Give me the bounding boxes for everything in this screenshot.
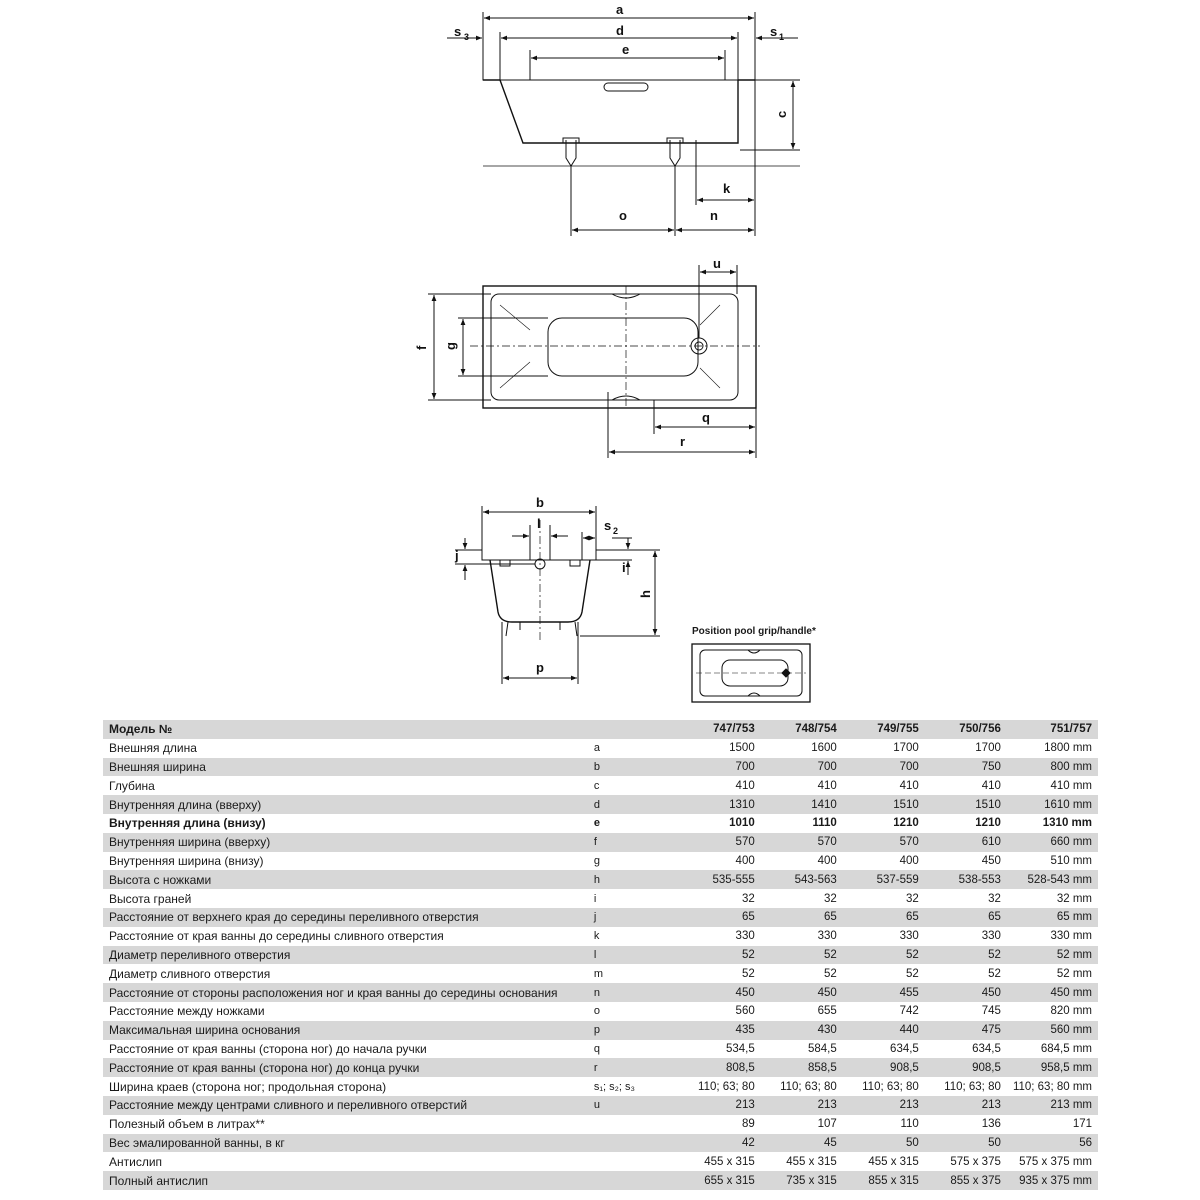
row-value: 800 mm <box>1007 758 1098 777</box>
row-value: 820 mm <box>1007 1002 1098 1021</box>
table-row <box>103 1077 1098 1096</box>
row-dimension-code: o <box>588 1002 679 1021</box>
header-model: 748/754 <box>761 720 843 739</box>
row-value: 330 <box>761 927 843 946</box>
row-value: 1600 <box>761 739 843 758</box>
row-dimension-code: u <box>588 1096 679 1115</box>
row-value: 634,5 <box>925 1040 1007 1059</box>
row-parameter-name: Расстояние от края ванны до середины сливного отверстия <box>103 927 588 946</box>
row-value: 450 mm <box>1007 983 1098 1002</box>
row-value: 735 x 315 <box>761 1171 843 1190</box>
row-dimension-code: n <box>588 983 679 1002</box>
row-value: 1410 <box>761 795 843 814</box>
row-value: 52 mm <box>1007 946 1098 965</box>
row-value: 52 <box>925 964 1007 983</box>
row-value: 1700 <box>925 739 1007 758</box>
row-value: 440 <box>843 1021 925 1040</box>
row-value: 1800 mm <box>1007 739 1098 758</box>
row-value: 855 x 375 <box>925 1171 1007 1190</box>
table-row <box>103 908 1098 927</box>
row-parameter-name: Высота с ножками <box>103 870 588 889</box>
table-row <box>103 983 1098 1002</box>
row-value: 742 <box>843 1002 925 1021</box>
row-value: 745 <box>925 1002 1007 1021</box>
row-parameter-name: Диаметр сливного отверстия <box>103 964 588 983</box>
header-code <box>588 720 679 739</box>
row-dimension-code: i <box>588 889 679 908</box>
row-dimension-code: c <box>588 776 679 795</box>
table-row <box>103 739 1098 758</box>
table-row <box>103 814 1098 833</box>
table-row <box>103 1152 1098 1171</box>
row-dimension-code <box>588 1171 679 1190</box>
label-e: e <box>622 42 630 57</box>
label-d: d <box>616 23 624 38</box>
row-parameter-name: Полный антислип <box>103 1171 588 1190</box>
row-parameter-name: Диаметр переливного отверстия <box>103 946 588 965</box>
row-value: 330 mm <box>1007 927 1098 946</box>
label-k: k <box>723 181 731 196</box>
row-dimension-code: b <box>588 758 679 777</box>
label-f: f <box>414 345 429 350</box>
row-value: 52 <box>925 946 1007 965</box>
row-value: 958,5 mm <box>1007 1058 1098 1077</box>
front-view-drawing <box>455 506 660 684</box>
row-value: 52 mm <box>1007 964 1098 983</box>
row-value: 660 mm <box>1007 833 1098 852</box>
row-dimension-code: k <box>588 927 679 946</box>
row-value: 1500 <box>679 739 761 758</box>
row-value: 110; 63; 80 mm <box>1007 1077 1098 1096</box>
table-row <box>103 927 1098 946</box>
row-value: 107 <box>761 1115 843 1134</box>
row-value: 1210 <box>843 814 925 833</box>
row-parameter-name: Внутренняя длина (вверху) <box>103 795 588 814</box>
label-a: a <box>616 2 624 17</box>
row-value: 410 <box>843 776 925 795</box>
label-r: r <box>680 434 686 449</box>
row-parameter-name: Максимальная ширина основания <box>103 1021 588 1040</box>
label-s2: s <box>604 518 612 533</box>
table-row <box>103 1040 1098 1059</box>
row-value: 1700 <box>843 739 925 758</box>
row-value: 410 <box>925 776 1007 795</box>
row-value: 52 <box>679 946 761 965</box>
row-value: 1610 mm <box>1007 795 1098 814</box>
row-value: 450 <box>925 852 1007 871</box>
row-parameter-name: Расстояние от края ванны (сторона ног) до конца ручки <box>103 1058 588 1077</box>
row-value: 634,5 <box>843 1040 925 1059</box>
row-value: 330 <box>843 927 925 946</box>
row-value: 808,5 <box>679 1058 761 1077</box>
row-dimension-code: d <box>588 795 679 814</box>
row-dimension-code <box>588 1134 679 1153</box>
row-parameter-name: Расстояние от верхнего края до середины переливного отверстия <box>103 908 588 927</box>
row-value: 410 mm <box>1007 776 1098 795</box>
row-value: 570 <box>843 833 925 852</box>
row-dimension-code: r <box>588 1058 679 1077</box>
row-value: 400 <box>843 852 925 871</box>
row-value: 855 x 315 <box>843 1171 925 1190</box>
row-value: 450 <box>761 983 843 1002</box>
row-value: 65 <box>843 908 925 927</box>
row-value: 45 <box>761 1134 843 1153</box>
row-value: 700 <box>679 758 761 777</box>
row-value: 32 <box>925 889 1007 908</box>
table-row <box>103 1058 1098 1077</box>
row-value: 213 <box>761 1096 843 1115</box>
row-dimension-code <box>588 1152 679 1171</box>
label-o: o <box>619 208 627 223</box>
row-value: 1310 <box>679 795 761 814</box>
row-value: 534,5 <box>679 1040 761 1059</box>
row-value: 171 <box>1007 1115 1098 1134</box>
table-row <box>103 758 1098 777</box>
row-dimension-code: a <box>588 739 679 758</box>
label-b: b <box>536 495 544 510</box>
row-value: 52 <box>843 964 925 983</box>
table-row <box>103 889 1098 908</box>
row-value: 908,5 <box>925 1058 1007 1077</box>
row-value: 1110 <box>761 814 843 833</box>
row-dimension-code: l <box>588 946 679 965</box>
table-row <box>103 1021 1098 1040</box>
row-value: 213 <box>679 1096 761 1115</box>
row-parameter-name: Высота граней <box>103 889 588 908</box>
row-value: 510 mm <box>1007 852 1098 871</box>
row-value: 584,5 <box>761 1040 843 1059</box>
row-value: 32 <box>679 889 761 908</box>
specification-table <box>103 720 1098 1190</box>
label-j: j <box>455 548 459 563</box>
label-g: g <box>443 342 458 350</box>
row-parameter-name: Вес эмалированной ванны, в кг <box>103 1134 588 1153</box>
table-row <box>103 1134 1098 1153</box>
row-value: 1310 mm <box>1007 814 1098 833</box>
row-parameter-name: Глубина <box>103 776 588 795</box>
row-value: 400 <box>679 852 761 871</box>
row-parameter-name: Антислип <box>103 1152 588 1171</box>
row-value: 575 x 375 <box>925 1152 1007 1171</box>
row-value: 1010 <box>679 814 761 833</box>
row-value: 1510 <box>925 795 1007 814</box>
table-row <box>103 1002 1098 1021</box>
row-value: 136 <box>925 1115 1007 1134</box>
row-value: 455 x 315 <box>679 1152 761 1171</box>
row-dimension-code: s₁; s₂; s₃ <box>588 1077 679 1096</box>
row-value: 935 x 375 mm <box>1007 1171 1098 1190</box>
table-row <box>103 776 1098 795</box>
row-value: 32 <box>843 889 925 908</box>
row-value: 528-543 mm <box>1007 870 1098 889</box>
row-dimension-code: h <box>588 870 679 889</box>
table-header-row <box>103 720 1098 739</box>
row-parameter-name: Расстояние от края ванны (сторона ног) до начала ручки <box>103 1040 588 1059</box>
label-s1-sub: 1 <box>779 32 785 42</box>
label-s1: s <box>770 24 778 39</box>
row-value: 110; 63; 80 <box>843 1077 925 1096</box>
row-value: 400 <box>761 852 843 871</box>
row-parameter-name: Внутренняя ширина (вверху) <box>103 833 588 852</box>
table-row <box>103 964 1098 983</box>
row-value: 570 <box>761 833 843 852</box>
label-n: n <box>710 208 718 223</box>
row-value: 110; 63; 80 <box>925 1077 1007 1096</box>
row-value: 89 <box>679 1115 761 1134</box>
table-row <box>103 1096 1098 1115</box>
header-model: 747/753 <box>679 720 761 739</box>
label-u: u <box>713 256 721 271</box>
row-value: 908,5 <box>843 1058 925 1077</box>
row-value: 655 <box>761 1002 843 1021</box>
row-value: 330 <box>925 927 1007 946</box>
label-s3-sub: 3 <box>464 32 470 42</box>
row-dimension-code <box>588 1115 679 1134</box>
row-value: 655 x 315 <box>679 1171 761 1190</box>
row-value: 50 <box>843 1134 925 1153</box>
row-value: 538-553 <box>925 870 1007 889</box>
handle-position-caption: Position pool grip/handle* <box>692 626 816 637</box>
row-dimension-code: p <box>588 1021 679 1040</box>
row-value: 52 <box>843 946 925 965</box>
row-value: 1210 <box>925 814 1007 833</box>
row-value: 570 <box>679 833 761 852</box>
row-value: 330 <box>679 927 761 946</box>
table-row <box>103 1115 1098 1134</box>
row-value: 32 mm <box>1007 889 1098 908</box>
row-value: 56 <box>1007 1134 1098 1153</box>
label-l: l <box>537 516 541 531</box>
row-value: 543-563 <box>761 870 843 889</box>
row-value: 435 <box>679 1021 761 1040</box>
header-model-label: Модель № <box>103 720 588 739</box>
row-value: 50 <box>925 1134 1007 1153</box>
row-value: 213 <box>843 1096 925 1115</box>
row-value: 535-555 <box>679 870 761 889</box>
row-value: 213 <box>925 1096 1007 1115</box>
label-c: c <box>774 110 789 118</box>
top-view-drawing <box>428 265 760 458</box>
label-q: q <box>702 410 710 425</box>
row-value: 455 x 315 <box>761 1152 843 1171</box>
table-row <box>103 946 1098 965</box>
row-dimension-code: e <box>588 814 679 833</box>
row-value: 410 <box>761 776 843 795</box>
row-value: 32 <box>761 889 843 908</box>
row-value: 42 <box>679 1134 761 1153</box>
row-value: 455 <box>843 983 925 1002</box>
row-dimension-code: m <box>588 964 679 983</box>
row-parameter-name: Внешняя длина <box>103 739 588 758</box>
row-value: 65 <box>925 908 1007 927</box>
label-p: p <box>536 660 544 675</box>
row-parameter-name: Внутренняя ширина (внизу) <box>103 852 588 871</box>
row-value: 1510 <box>843 795 925 814</box>
row-value: 610 <box>925 833 1007 852</box>
label-s2-sub: 2 <box>613 526 619 536</box>
row-value: 430 <box>761 1021 843 1040</box>
table-row <box>103 870 1098 889</box>
row-value: 450 <box>925 983 1007 1002</box>
row-parameter-name: Полезный объем в литрах** <box>103 1115 588 1134</box>
table-row <box>103 852 1098 871</box>
row-value: 65 mm <box>1007 908 1098 927</box>
table-row <box>103 833 1098 852</box>
row-value: 52 <box>761 946 843 965</box>
row-parameter-name: Внешняя ширина <box>103 758 588 777</box>
row-value: 560 mm <box>1007 1021 1098 1040</box>
handle-position-drawing <box>692 644 810 702</box>
row-value: 700 <box>761 758 843 777</box>
row-value: 110; 63; 80 <box>761 1077 843 1096</box>
row-value: 575 x 375 mm <box>1007 1152 1098 1171</box>
table-row <box>103 1171 1098 1190</box>
row-dimension-code: g <box>588 852 679 871</box>
header-model: 750/756 <box>925 720 1007 739</box>
row-value: 684,5 mm <box>1007 1040 1098 1059</box>
row-value: 213 mm <box>1007 1096 1098 1115</box>
label-i: i <box>622 560 626 575</box>
row-dimension-code: q <box>588 1040 679 1059</box>
header-model: 751/757 <box>1007 720 1098 739</box>
row-dimension-code: f <box>588 833 679 852</box>
row-value: 455 x 315 <box>843 1152 925 1171</box>
row-parameter-name: Расстояние от стороны расположения ног и края ванны до середины основания <box>103 983 588 1002</box>
header-model: 749/755 <box>843 720 925 739</box>
row-parameter-name: Ширина краев (сторона ног; продольная сторона) <box>103 1077 588 1096</box>
row-value: 65 <box>761 908 843 927</box>
row-parameter-name: Внутренняя длина (внизу) <box>103 814 588 833</box>
row-value: 110 <box>843 1115 925 1134</box>
row-parameter-name: Расстояние между центрами сливного и переливного отверстий <box>103 1096 588 1115</box>
row-value: 560 <box>679 1002 761 1021</box>
row-value: 750 <box>925 758 1007 777</box>
row-value: 475 <box>925 1021 1007 1040</box>
row-value: 537-559 <box>843 870 925 889</box>
row-value: 52 <box>761 964 843 983</box>
row-value: 110; 63; 80 <box>679 1077 761 1096</box>
table-row <box>103 795 1098 814</box>
row-value: 410 <box>679 776 761 795</box>
drawing-labels <box>414 2 789 675</box>
row-value: 450 <box>679 983 761 1002</box>
row-value: 858,5 <box>761 1058 843 1077</box>
label-h: h <box>638 590 653 598</box>
label-s3: s <box>454 24 462 39</box>
row-value: 52 <box>679 964 761 983</box>
row-dimension-code: j <box>588 908 679 927</box>
row-parameter-name: Расстояние между ножками <box>103 1002 588 1021</box>
row-value: 65 <box>679 908 761 927</box>
row-value: 700 <box>843 758 925 777</box>
